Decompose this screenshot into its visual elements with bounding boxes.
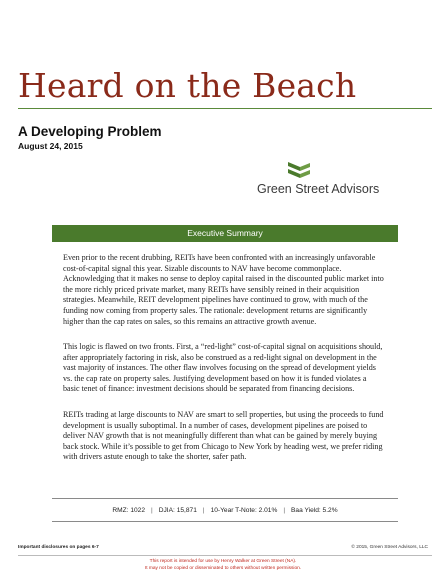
summary-paragraph: This logic is flawed on two fronts. First, a “red-light” cost-of-capital signal on acquisitions should, after appropriately factoring in risk, also be construed as a red-light signal on development in the vast majority of instances. The other flaw involves focusing on the spread of development yields vs. the cap rate on property sales. Justifying development based on how it is funded violates a basic tenet of finance: investment decisions should be separated from financing decisions.	[63, 342, 383, 394]
stat-separator: |	[202, 506, 205, 514]
usage-notice: This report is intended for use by Henry Walker at Green Street (NA).	[149, 559, 297, 564]
header-divider	[18, 108, 432, 109]
company-logo-text: Green Street Advisors	[257, 182, 380, 196]
masthead-title: Heard on the Beach	[18, 66, 357, 105]
stat-rmz: RMZ: 1022	[112, 506, 146, 514]
stat-baa-yield: Baa Yield: 5.2%	[291, 506, 338, 514]
stat-separator: |	[151, 506, 153, 514]
usage-notice: It may not be copied or disseminated to others without written permission.	[144, 566, 302, 571]
executive-summary-heading: Executive Summary	[52, 225, 398, 242]
green-street-logo-icon	[286, 160, 312, 182]
stat-djia: DJIA: 15,871	[158, 506, 197, 514]
stat-separator: |	[283, 506, 286, 514]
footer-divider	[18, 555, 432, 556]
disclosures-note: Important disclosures on pages 6-7	[18, 545, 99, 550]
copyright-note: © 2015, Green Street Advisors, LLC	[351, 545, 428, 550]
summary-paragraph: REITs trading at large discounts to NAV are smart to sell properties, but using the proceeds to fund development is usually suboptimal. In a number of cases, development pipelines are poised to deliver NAV growth that is not meaningfully different than what can be gained by merely buying back stock. While it’s possible to get from Chicago to New York by heading west, we prefer riding with drivers astute enough to take the shorter, safer path.	[63, 410, 384, 462]
market-stats-bar	[52, 498, 398, 522]
summary-paragraph: Even prior to the recent drubbing, REITs have been confronted with an increasingly unfavorable cost-of-capital signal this year. Sizable discounts to NAV have become commonplace. Acknowledging that it makes no sense to deploy capital raised in the discounted public market into the more richly priced private market, many REITs have sensibly reined in their acquisition strategies. Meanwhile, REIT development pipelines have continued to grow, with much of the funding now coming from property sales. The rationale: development returns are significantly higher than the cap rates on sales, so this remains an attractive growth avenue.	[63, 253, 384, 326]
report-date: August 24, 2015	[18, 141, 83, 151]
report-title: A Developing Problem	[18, 124, 162, 139]
stat-tnote: 10-Year T-Note: 2.01%	[210, 506, 278, 514]
